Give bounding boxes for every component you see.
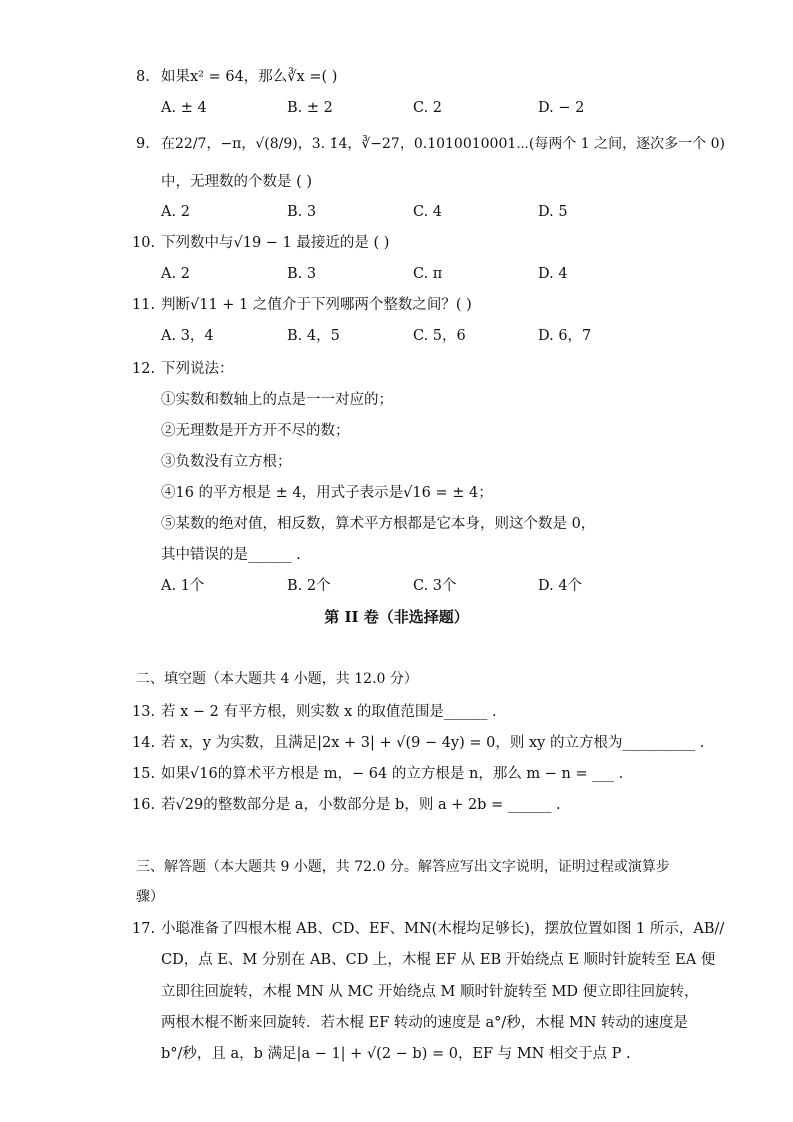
q13-stem: 若 x − 2 有平方根，则实数 x 的取值范围是______ . bbox=[161, 704, 497, 720]
q9-option-c: C. 4 bbox=[413, 204, 443, 220]
q11-option-b: B. 4，5 bbox=[287, 328, 340, 344]
q12-option-d: D. 4个 bbox=[538, 578, 583, 594]
q17-line-1: 小聪准备了四根木棍 AB、CD、EF、MN(木棍均足够长)，摆放位置如图 1 所示，AB// bbox=[161, 921, 725, 937]
section3-heading: 三、解答题（本大题共 9 小题，共 72.0 分。解答应写出文字说明，证明过程或演算步 bbox=[136, 859, 670, 875]
q11-number: 11. bbox=[132, 297, 156, 313]
q8-option-c: C. 2 bbox=[413, 100, 443, 116]
q12-statement-4: ④16 的平方根是 ± 4，用式子表示是√16 = ± 4； bbox=[161, 485, 493, 501]
q17-line-2: CD，点 E、M 分别在 AB、CD 上，木棍 EF 从 EB 开始绕点 E 顺时针旋转至 EA 便 bbox=[161, 952, 716, 968]
q10-stem: 下列数中与√19 − 1 最接近的是 ( ) bbox=[161, 235, 390, 251]
q10-number: 10. bbox=[132, 235, 156, 251]
q12-statement-2: ②无理数是开方开不尽的数； bbox=[161, 423, 350, 439]
q9-option-d: D. 5 bbox=[538, 204, 568, 220]
q16-stem: 若√29的整数部分是 a，小数部分是 b，则 a + 2b = ______ . bbox=[161, 797, 561, 813]
q9-stem-cont: 中，无理数的个数是 ( ) bbox=[161, 174, 313, 190]
q10-option-a: A. 2 bbox=[161, 266, 190, 282]
q11-option-a: A. 3，4 bbox=[161, 328, 214, 344]
q14-number: 14. bbox=[132, 735, 156, 751]
q15-stem: 如果√16的算术平方根是 m，− 64 的立方根是 n，那么 m − n = ___ . bbox=[161, 766, 624, 782]
q11-option-d: D. 6，7 bbox=[538, 328, 592, 344]
q12-statement-1: ①实数和数轴上的点是一一对应的； bbox=[161, 392, 393, 408]
q9-option-a: A. 2 bbox=[161, 204, 190, 220]
q16-number: 16. bbox=[132, 797, 156, 813]
q12-option-a: A. 1个 bbox=[161, 578, 205, 594]
q10-option-c: C. π bbox=[413, 266, 443, 282]
q17-line-3: 立即往回旋转，木棍 MN 从 MC 开始绕点 M 顺时针旋转至 MD 便立即往回旋转， bbox=[161, 984, 699, 1000]
q10-option-d: D. 4 bbox=[538, 266, 568, 282]
q13-number: 13. bbox=[132, 704, 156, 720]
section2-heading: 二、填空题（本大题共 4 小题，共 12.0 分） bbox=[136, 671, 418, 687]
q8-option-d: D. − 2 bbox=[538, 100, 585, 116]
q9-number: 9. bbox=[136, 136, 150, 152]
q8-stem: 如果x² = 64，那么∛x =( ) bbox=[161, 69, 338, 85]
q12-number: 12. bbox=[132, 361, 156, 377]
q12-statement-3: ③负数没有立方根； bbox=[161, 454, 292, 470]
q11-stem: 判断√11 + 1 之值介于下列哪两个整数之间？( ) bbox=[161, 297, 472, 313]
q8-option-a: A. ± 4 bbox=[161, 100, 207, 116]
q17-line-4: 两根木棍不断来回旋转．若木棍 EF 转动的速度是 a°/秒，木棍 MN 转动的速度是 bbox=[161, 1015, 689, 1031]
q11-option-c: C. 5，6 bbox=[413, 328, 466, 344]
q8-option-b: B. ± 2 bbox=[287, 100, 333, 116]
q12-stem: 下列说法： bbox=[161, 361, 234, 377]
q17-line-5: b°/秒，且 a，b 满足|a − 1| + √(2 − b) = 0，EF 与 MN 相交于点 P . bbox=[161, 1046, 631, 1062]
q12-option-b: B. 2个 bbox=[287, 578, 331, 594]
q12-option-c: C. 3个 bbox=[413, 578, 457, 594]
q10-option-b: B. 3 bbox=[287, 266, 317, 282]
q17-number: 17. bbox=[132, 921, 156, 937]
q8-number: 8. bbox=[136, 69, 150, 85]
q14-stem: 若 x，y 为实数，且满足|2x + 3| + √(9 − 4y) = 0，则 xy 的立方根为__________ . bbox=[161, 735, 705, 751]
q12-statement-5: ⑤某数的绝对值，相反数，算术平方根都是它本身，则这个数是 0， bbox=[161, 516, 596, 532]
q12-tail: 其中错误的是______ . bbox=[161, 547, 301, 563]
part2-title: 第 II 卷（非选择题） bbox=[324, 608, 469, 626]
q9-stem: 在22/7，−π，√(8/9)，3. 1̇4̇，∛−27，0.1010010001⋯(每两个 1 之间，逐次多一个 0) bbox=[161, 136, 725, 152]
q15-number: 15. bbox=[132, 766, 156, 782]
section3-heading-cont: 骤） bbox=[136, 889, 164, 905]
q9-option-b: B. 3 bbox=[287, 204, 317, 220]
